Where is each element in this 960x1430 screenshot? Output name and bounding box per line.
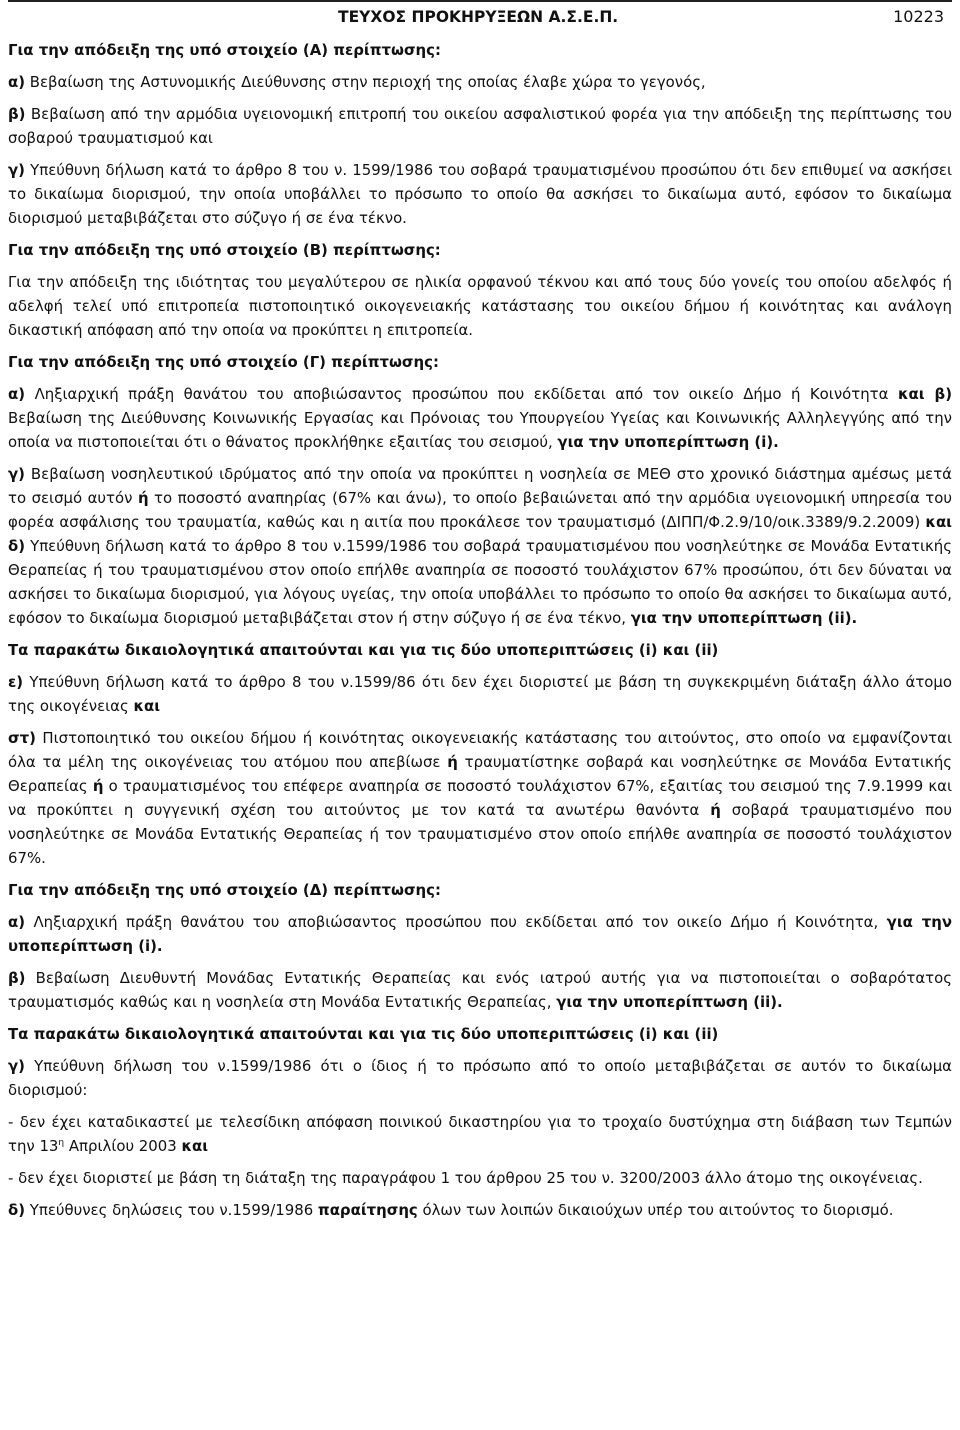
paragraph: γ) Βεβαίωση νοσηλευτικού ιδρύματος από την οποία να προκύπτει η νοσηλεία σε ΜΕΘ στο χρονικό διάστημα αμέσως μετά το σεισμό αυτόν ή το ποσοστό αναπηρίας (67% και άνω), το οποίο βεβαιώνεται από την αρμόδια υγειονομική υπηρεσία του φορέα ασφάλισης του τραυματία, καθώς και η αιτία που προκάλεσε τον τραυματισμό (ΔΙΠΠ/Φ.2.9/10/οικ.3389/9.2.2009) και δ) Υπεύθυνη δήλωση κατά το άρθρο 8 του ν.1599/1986 του σοβαρά τραυματισμένου που νοσηλεύτηκε σε Μονάδα Εντατικής Θεραπείας ή του τραυματισμένου στον οποίο επήλθε αναπηρία σε ποσοστό τουλάχιστον 67% προσώπου, ότι δεν δύναται να ασκήσει το δικαίωμα διορισμού, για λόγους υγείας, την οποία υποβάλλει το πρόσωπο το οποίο θα ασκήσει το δικαίωμα αυτό, εφόσον το δικαίωμα διορισμού μεταβιβάζεται στον ή στην σύζυγο ή σε ένα τέκνο, για την υποπερίπτωση (ii). [8,465,952,627]
subheading-d: Τα παρακάτω δικαιολογητικά απαιτούνται και για τις δύο υποπεριπτώσεις (i) και (ii) [8,1025,719,1043]
issue-title: ΤΕΥΧΟΣ ΠΡΟΚΗΡΥΞΕΩΝ Α.Σ.Ε.Π. [338,8,619,26]
paragraph: α) Ληξιαρχική πράξη θανάτου του αποβιώσαντος προσώπου που εκδίδεται από τον οικείο Δήμο ή Κοινότητα και β) Βεβαίωση της Διεύθυνσης Κοινωνικής Εργασίας και Πρόνοιας του Υπουργείου Υγείας και Κοινωνικής Αλληλεγγύης από την οποία να πιστοποιείται ότι ο θάνατος προκλήθηκε εξαιτίας του σεισμού, για την υποπερίπτωση (i). [8,385,952,451]
paragraph: στ) Πιστοποιητικό του οικείου δήμου ή κοινότητας οικογενειακής κατάστασης του αιτούντος, στο οποίο να εμφανίζονται όλα τα μέλη της οικογένειας του ατόμου που απεβίωσε ή τραυματίστηκε σοβαρά και νοσηλεύτηκε σε Μονάδα Εντατικής Θεραπείας ή ο τραυματισμένος του επέφερε αναπηρία σε ποσοστό τουλάχιστον 67%, εξαιτίας του σεισμού της 7.9.1999 και να προκύπτει η συγγενική σχέση του αιτούντος με τον κατά τα ανωτέρω θανόντα ή σοβαρά τραυματισμένο που νοσηλεύτηκε σε Μονάδα Εντατικής Θεραπείας ή τον τραυματισμένο στον οποίο επήλθε αναπηρία σε ποσοστό τουλάχιστον 67%. [8,729,952,867]
page-header [8,0,952,38]
paragraph: γ) Υπεύθυνη δήλωση του ν.1599/1986 ότι ο ίδιος ή το πρόσωπο από το οποίο μεταβιβάζεται σε αυτόν το δικαίωμα διορισμού: [8,1057,952,1099]
paragraph: - δεν έχει καταδικαστεί με τελεσίδικη απόφαση ποινικού δικαστηρίου για το τροχαίο δυστύχημα στη διάβαση των Τεμπών την $13^\eta$ Απριλίου 2003 και [8,1113,952,1155]
paragraph: β) Βεβαίωση από την αρμόδια υγειονομική επιτροπή του οικείου ασφαλιστικού φορέα για την απόδειξη της περίπτωσης του σοβαρού τραυματισμού και [8,105,952,147]
paragraph: δ) Υπεύθυνες δηλώσεις του ν.1599/1986 παραίτησης όλων των λοιπών δικαιούχων υπέρ του αιτούντος το διορισμό. [8,1201,894,1219]
paragraph: β) Βεβαίωση Διευθυντή Μονάδας Εντατικής Θεραπείας και ενός ιατρού αυτής για να πιστοποιείται ο σοβαρότατος τραυματισμός καθώς και η νοσηλεία στη Μονάδα Εντατικής Θεραπείας, για την υποπερίπτωση (ii). [8,969,952,1011]
section-heading-d: Για την απόδειξη της υπό στοιχείο (Δ) περίπτωσης: [8,881,441,899]
paragraph: ε) Υπεύθυνη δήλωση κατά το άρθρο 8 του ν.1599/86 ότι δεν έχει διοριστεί με βάση τη συγκεκριμένη διάταξη άλλο άτομο της οικογένειας και [8,673,952,715]
section-heading-a: Για την απόδειξη της υπό στοιχείο (Α) περίπτωσης: [8,41,441,59]
page-number: 10223 [893,7,944,26]
subheading-c: Τα παρακάτω δικαιολογητικά απαιτούνται και για τις δύο υποπεριπτώσεις (i) και (ii) [8,641,719,659]
section-heading-b: Για την απόδειξη της υπό στοιχείο (Β) περίπτωσης: [8,241,441,259]
paragraph: α) Βεβαίωση της Αστυνομικής Διεύθυνσης στην περιοχή της οποίας έλαβε χώρα το γεγονός, [8,73,706,91]
paragraph: - δεν έχει διοριστεί με βάση τη διάταξη της παραγράφου 1 του άρθρου 25 του ν. 3200/2003 άλλο άτομο της οικογένειας. [8,1169,923,1187]
paragraph: α) Ληξιαρχική πράξη θανάτου του αποβιώσαντος προσώπου που εκδίδεται από τον οικείο Δήμο ή Κοινότητα, για την υποπερίπτωση (i). [8,913,952,955]
section-heading-c: Για την απόδειξη της υπό στοιχείο (Γ) περίπτωσης: [8,353,439,371]
paragraph: γ) Υπεύθυνη δήλωση κατά το άρθρο 8 του ν. 1599/1986 του σοβαρά τραυματισμένου προσώπου ότι δεν επιθυμεί να ασκήσει το δικαίωμα διορισμού, την οποία υποβάλλει το πρόσωπο το οποίο θα ασκήσει το δικαίωμα αυτό, εφόσον το δικαίωμα διορισμού μεταβιβάζεται στο σύζυγο ή σε ένα τέκνο. [8,161,952,227]
paragraph: Για την απόδειξη της ιδιότητας του μεγαλύτερου σε ηλικία ορφανού τέκνου και από τους δύο γονείς του οποίου αδελφός ή αδελφή τελεί υπό επιτροπεία πιστοποιητικό οικογενειακής κατάστασης του οικείου δήμου ή κοινότητας και ανάλογη δικαστική απόφαση από την οποία να προκύπτει η επιτροπεία. [8,273,952,339]
